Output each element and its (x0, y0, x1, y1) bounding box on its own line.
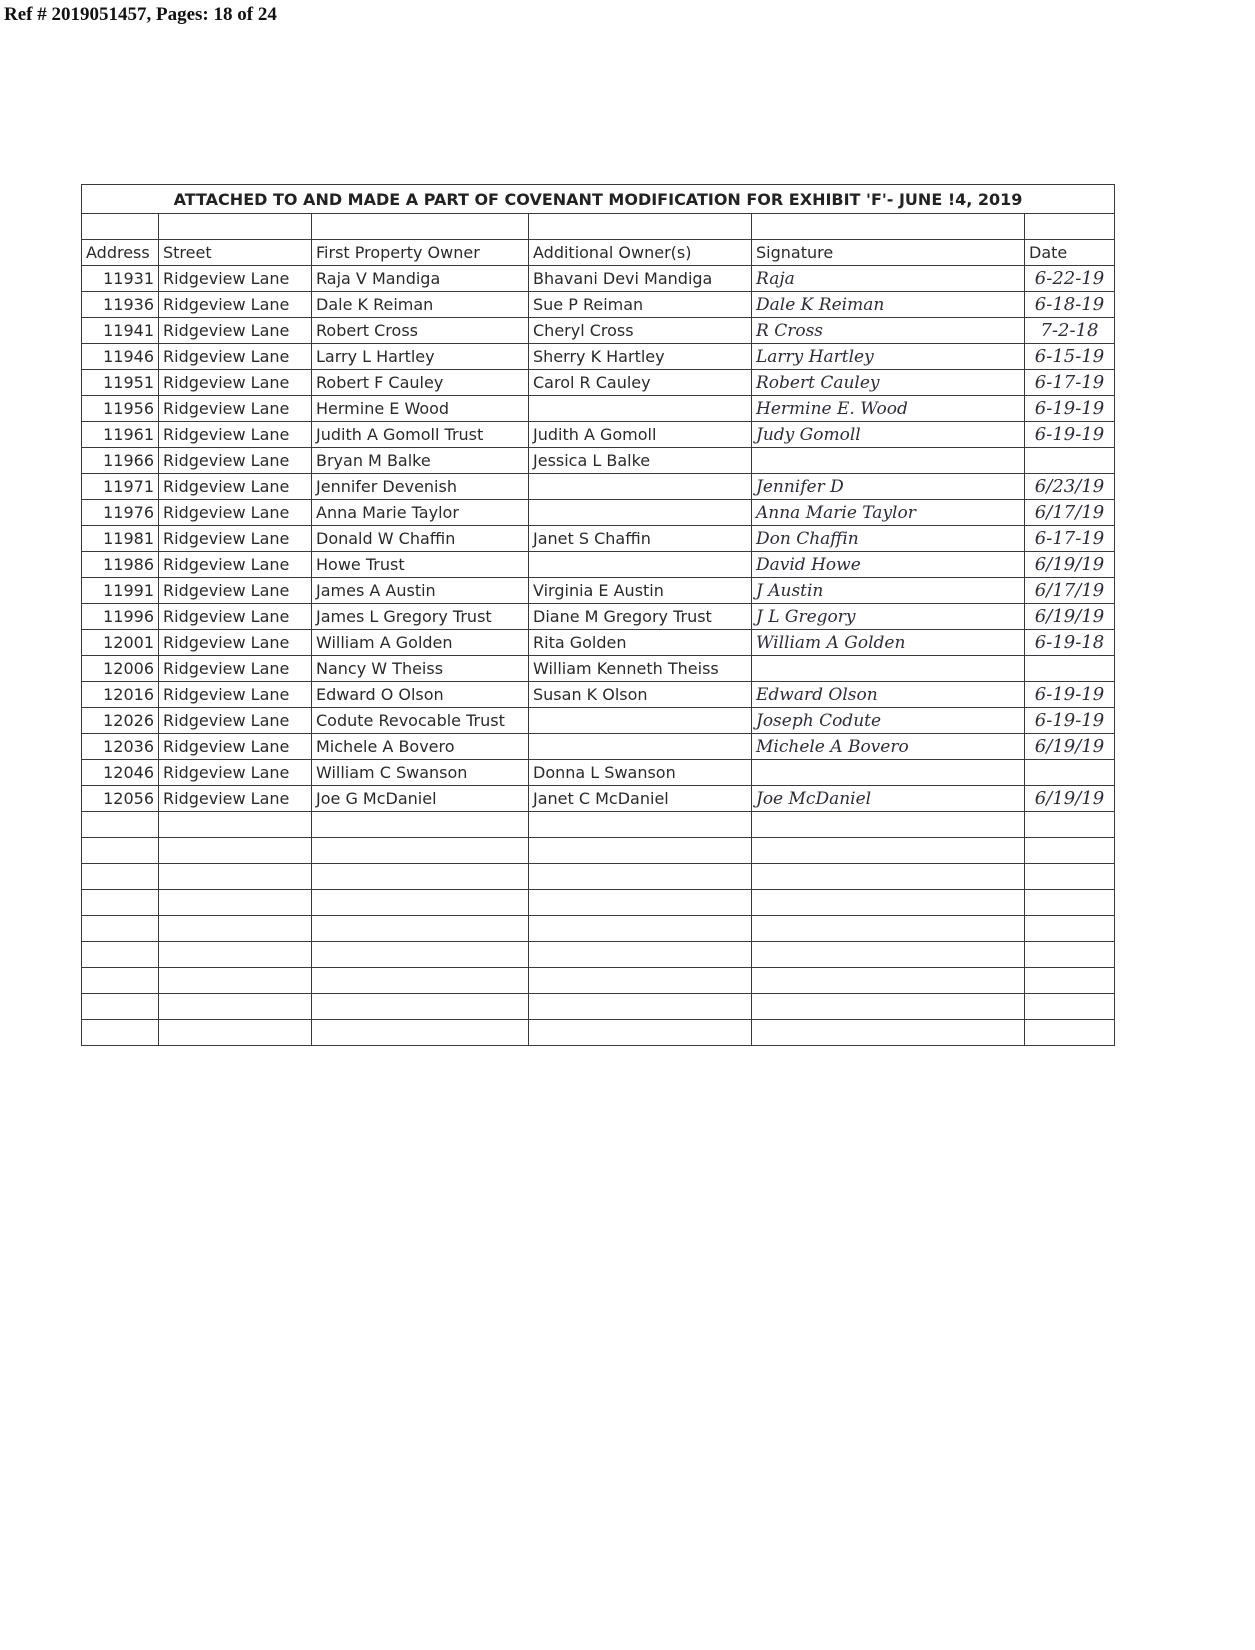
street-cell: Ridgeview Lane (159, 682, 312, 708)
date-cell: 6-17-19 (1025, 526, 1115, 552)
street-cell: Ridgeview Lane (159, 500, 312, 526)
date-cell: 7-2-18 (1025, 318, 1115, 344)
signature-cell: Judy Gomoll (752, 422, 1025, 448)
date-cell: 6/19/19 (1025, 786, 1115, 812)
first-owner-cell: James L Gregory Trust (312, 604, 529, 630)
address-cell: 11941 (82, 318, 159, 344)
first-owner-cell: Larry L Hartley (312, 344, 529, 370)
date-cell (1025, 656, 1115, 682)
street-cell: Ridgeview Lane (159, 630, 312, 656)
empty-row (82, 916, 1115, 942)
first-owner-cell: Nancy W Theiss (312, 656, 529, 682)
table-row (82, 552, 1115, 578)
table-row (82, 656, 1115, 682)
address-cell: 11971 (82, 474, 159, 500)
street-cell: Ridgeview Lane (159, 526, 312, 552)
column-header-first-owner: First Property Owner (312, 240, 529, 266)
table-row (82, 708, 1115, 734)
additional-owner-cell: Judith A Gomoll (529, 422, 752, 448)
date-cell (1025, 448, 1115, 474)
signature-cell: Dale K Reiman (752, 292, 1025, 318)
first-owner-cell: William A Golden (312, 630, 529, 656)
table-body (82, 185, 1115, 1046)
table-row (82, 578, 1115, 604)
first-owner-cell: Robert F Cauley (312, 370, 529, 396)
additional-owner-cell: Diane M Gregory Trust (529, 604, 752, 630)
signature-cell: Michele A Bovero (752, 734, 1025, 760)
date-cell: 6/19/19 (1025, 734, 1115, 760)
first-owner-cell: Howe Trust (312, 552, 529, 578)
street-cell: Ridgeview Lane (159, 734, 312, 760)
empty-row (82, 838, 1115, 864)
street-cell: Ridgeview Lane (159, 448, 312, 474)
signature-cell (752, 760, 1025, 786)
signature-cell: J L Gregory (752, 604, 1025, 630)
signature-cell: William A Golden (752, 630, 1025, 656)
date-cell: 6/17/19 (1025, 578, 1115, 604)
street-cell: Ridgeview Lane (159, 318, 312, 344)
address-cell: 11986 (82, 552, 159, 578)
signature-cell (752, 448, 1025, 474)
address-cell: 11996 (82, 604, 159, 630)
table-row (82, 526, 1115, 552)
column-header-address: Address (82, 240, 159, 266)
address-cell: 11976 (82, 500, 159, 526)
additional-owner-cell: Susan K Olson (529, 682, 752, 708)
first-owner-cell: James A Austin (312, 578, 529, 604)
signature-cell: Jennifer D (752, 474, 1025, 500)
street-cell: Ridgeview Lane (159, 396, 312, 422)
street-cell: Ridgeview Lane (159, 344, 312, 370)
street-cell: Ridgeview Lane (159, 760, 312, 786)
signature-cell: Larry Hartley (752, 344, 1025, 370)
street-cell: Ridgeview Lane (159, 266, 312, 292)
first-owner-cell: Robert Cross (312, 318, 529, 344)
street-cell: Ridgeview Lane (159, 708, 312, 734)
empty-row (82, 942, 1115, 968)
empty-row (82, 968, 1115, 994)
additional-owner-cell: Sherry K Hartley (529, 344, 752, 370)
signature-cell: Joseph Codute (752, 708, 1025, 734)
first-owner-cell: Joe G McDaniel (312, 786, 529, 812)
table-row (82, 422, 1115, 448)
table-row (82, 396, 1115, 422)
address-cell: 11966 (82, 448, 159, 474)
column-header-signature: Signature (752, 240, 1025, 266)
table-row (82, 344, 1115, 370)
additional-owner-cell: Janet C McDaniel (529, 786, 752, 812)
table-row (82, 448, 1115, 474)
table-row (82, 474, 1115, 500)
signature-cell: R Cross (752, 318, 1025, 344)
address-cell: 11961 (82, 422, 159, 448)
signature-cell: David Howe (752, 552, 1025, 578)
table-row (82, 734, 1115, 760)
first-owner-cell: William C Swanson (312, 760, 529, 786)
street-cell: Ridgeview Lane (159, 422, 312, 448)
additional-owner-cell (529, 708, 752, 734)
first-owner-cell: Michele A Bovero (312, 734, 529, 760)
additional-owner-cell: Bhavani Devi Mandiga (529, 266, 752, 292)
street-cell: Ridgeview Lane (159, 578, 312, 604)
first-owner-cell: Donald W Chaffin (312, 526, 529, 552)
date-cell: 6/17/19 (1025, 500, 1115, 526)
first-owner-cell: Codute Revocable Trust (312, 708, 529, 734)
street-cell: Ridgeview Lane (159, 604, 312, 630)
column-header-street: Street (159, 240, 312, 266)
table-row (82, 370, 1115, 396)
table-title: ATTACHED TO AND MADE A PART OF COVENANT MODIFICATION FOR EXHIBIT 'F'- JUNE !4, 2019 (82, 185, 1115, 214)
date-cell: 6-19-19 (1025, 396, 1115, 422)
table-row (82, 682, 1115, 708)
column-header-date: Date (1025, 240, 1115, 266)
address-cell: 11936 (82, 292, 159, 318)
date-cell: 6/23/19 (1025, 474, 1115, 500)
signature-cell: J Austin (752, 578, 1025, 604)
date-cell: 6-17-19 (1025, 370, 1115, 396)
street-cell: Ridgeview Lane (159, 474, 312, 500)
additional-owner-cell (529, 552, 752, 578)
additional-owner-cell: Sue P Reiman (529, 292, 752, 318)
column-header-additional-owners: Additional Owner(s) (529, 240, 752, 266)
additional-owner-cell: Rita Golden (529, 630, 752, 656)
date-cell: 6-19-19 (1025, 422, 1115, 448)
signature-cell: Edward Olson (752, 682, 1025, 708)
additional-owner-cell (529, 396, 752, 422)
signature-cell: Raja (752, 266, 1025, 292)
address-cell: 11981 (82, 526, 159, 552)
empty-row (82, 812, 1115, 838)
first-owner-cell: Bryan M Balke (312, 448, 529, 474)
table-row (82, 604, 1115, 630)
first-owner-cell: Hermine E Wood (312, 396, 529, 422)
table-row (82, 630, 1115, 656)
additional-owner-cell: Janet S Chaffin (529, 526, 752, 552)
first-owner-cell: Dale K Reiman (312, 292, 529, 318)
date-cell: 6-18-19 (1025, 292, 1115, 318)
date-cell (1025, 760, 1115, 786)
address-cell: 12056 (82, 786, 159, 812)
table-title-row (82, 185, 1115, 214)
table-row (82, 318, 1115, 344)
spacer-row (82, 214, 1115, 240)
signature-cell: Joe McDaniel (752, 786, 1025, 812)
empty-row (82, 1020, 1115, 1046)
additional-owner-cell: Cheryl Cross (529, 318, 752, 344)
address-cell: 11946 (82, 344, 159, 370)
address-cell: 12006 (82, 656, 159, 682)
signature-cell: Hermine E. Wood (752, 396, 1025, 422)
additional-owner-cell: Carol R Cauley (529, 370, 752, 396)
address-cell: 11956 (82, 396, 159, 422)
address-cell: 12001 (82, 630, 159, 656)
first-owner-cell: Jennifer Devenish (312, 474, 529, 500)
address-cell: 12036 (82, 734, 159, 760)
additional-owner-cell: Jessica L Balke (529, 448, 752, 474)
additional-owner-cell: William Kenneth Theiss (529, 656, 752, 682)
address-cell: 12016 (82, 682, 159, 708)
first-owner-cell: Edward O Olson (312, 682, 529, 708)
first-owner-cell: Raja V Mandiga (312, 266, 529, 292)
date-cell: 6-19-19 (1025, 708, 1115, 734)
date-cell: 6-22-19 (1025, 266, 1115, 292)
empty-row (82, 994, 1115, 1020)
empty-row (82, 890, 1115, 916)
empty-row (82, 864, 1115, 890)
additional-owner-cell: Virginia E Austin (529, 578, 752, 604)
additional-owner-cell (529, 500, 752, 526)
table-row (82, 786, 1115, 812)
address-cell: 12026 (82, 708, 159, 734)
first-owner-cell: Anna Marie Taylor (312, 500, 529, 526)
street-cell: Ridgeview Lane (159, 552, 312, 578)
street-cell: Ridgeview Lane (159, 786, 312, 812)
column-header-row (82, 240, 1115, 266)
date-cell: 6-19-18 (1025, 630, 1115, 656)
date-cell: 6/19/19 (1025, 604, 1115, 630)
table-row (82, 500, 1115, 526)
signature-cell: Robert Cauley (752, 370, 1025, 396)
street-cell: Ridgeview Lane (159, 656, 312, 682)
additional-owner-cell: Donna L Swanson (529, 760, 752, 786)
owners-signature-table (81, 184, 1115, 1046)
date-cell: 6/19/19 (1025, 552, 1115, 578)
street-cell: Ridgeview Lane (159, 292, 312, 318)
signature-cell (752, 656, 1025, 682)
additional-owner-cell (529, 474, 752, 500)
first-owner-cell: Judith A Gomoll Trust (312, 422, 529, 448)
address-cell: 11931 (82, 266, 159, 292)
date-cell: 6-15-19 (1025, 344, 1115, 370)
table-row (82, 760, 1115, 786)
signature-cell: Don Chaffin (752, 526, 1025, 552)
address-cell: 11991 (82, 578, 159, 604)
date-cell: 6-19-19 (1025, 682, 1115, 708)
additional-owner-cell (529, 734, 752, 760)
table-row (82, 266, 1115, 292)
street-cell: Ridgeview Lane (159, 370, 312, 396)
table-row (82, 292, 1115, 318)
address-cell: 12046 (82, 760, 159, 786)
signature-cell: Anna Marie Taylor (752, 500, 1025, 526)
address-cell: 11951 (82, 370, 159, 396)
document-reference: Ref # 2019051457, Pages: 18 of 24 (4, 4, 277, 25)
